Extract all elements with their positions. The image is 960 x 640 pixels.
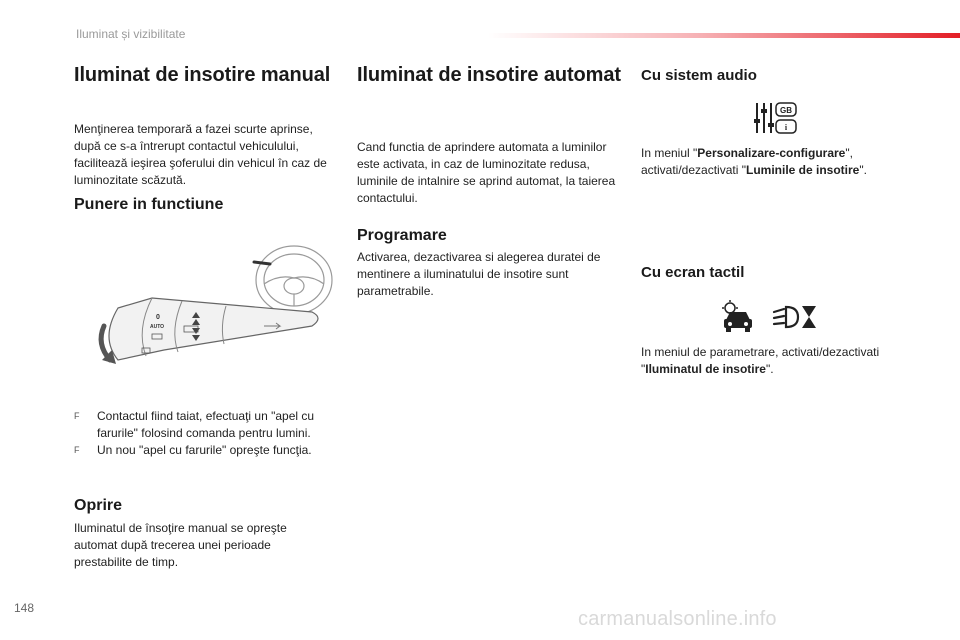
audio-text-mid: ", activati/dezactivati " <box>641 146 853 177</box>
programare-heading: Programare <box>357 227 447 244</box>
audio-option-name: Luminile de insotire <box>745 163 860 177</box>
programare-text: Activarea, dezactivarea si alegerea duratei de mentinere a iluminatului de insotire sunt parametrabile. <box>357 250 601 298</box>
oprire-text: Iluminatul de însoţire manual se opreşte automat după trecerea unei perioade prestabilite de timp. <box>74 521 287 569</box>
bullet-text: Contactul fiind taiat, efectuaţi un "apel cu farurile" folosind comanda pentru lumini. <box>97 409 315 440</box>
audio-icon-gb-label: GB <box>780 106 792 115</box>
touch-text-suffix: ". <box>765 362 774 376</box>
lever-zero-label: 0 <box>156 314 160 321</box>
manual-title: Iluminat de insotire manual <box>74 64 331 86</box>
touch-heading: Cu ecran tactil <box>641 264 745 281</box>
audio-text <box>641 145 896 179</box>
lever-auto-label: AUTO <box>150 324 165 330</box>
bullet-text: Un nou "apel cu farurile" opreşte funcţia. <box>97 443 312 457</box>
car-settings-icon <box>720 300 756 334</box>
light-lever-drawing <box>74 238 336 376</box>
bullet-item <box>74 408 338 442</box>
follow-me-home-icon <box>772 304 818 330</box>
automatic-intro: Cand functia de aprindere automata a luminilor este activata, in caz de luminozitate redusa, luminile de intalnire se aprind automat, la taierea contactului. <box>357 140 616 205</box>
bullet-item <box>74 442 338 459</box>
oprire-heading: Oprire <box>74 497 123 514</box>
touch-text <box>641 344 903 378</box>
audio-settings-icon <box>752 101 798 135</box>
bullet-marker-icon: F <box>74 445 80 455</box>
automatic-title: Iluminat de insotire automat <box>357 64 621 86</box>
audio-menu-name: Personalizare-configurare <box>697 146 846 160</box>
audio-text-suffix: ". <box>859 163 867 177</box>
page-number: 148 <box>14 601 35 615</box>
bullet-marker-icon: F <box>74 411 80 421</box>
touch-text-prefix: In meniul de parametrare, activati/dezactivati " <box>641 345 880 376</box>
audio-text-prefix: In meniul " <box>641 146 698 160</box>
header-accent-bar <box>488 33 960 38</box>
manual-intro: Menţinerea temporară a fazei scurte aprinse, după ce s-a întrerupt contactul vehiculului, facilitează ieşirea şoferului din vehicul în caz de luminozitate scăzută. <box>74 122 327 187</box>
touch-option-name: Iluminatul de insotire <box>645 362 766 376</box>
audio-icon-info-label: i <box>784 123 788 132</box>
light-lever-illustration <box>74 238 336 376</box>
section-title: Iluminat și vizibilitate <box>76 27 186 41</box>
watermark: carmanualsonline.info <box>578 608 777 630</box>
audio-heading: Cu sistem audio <box>641 67 757 84</box>
punere-heading: Punere in functiune <box>74 196 224 213</box>
